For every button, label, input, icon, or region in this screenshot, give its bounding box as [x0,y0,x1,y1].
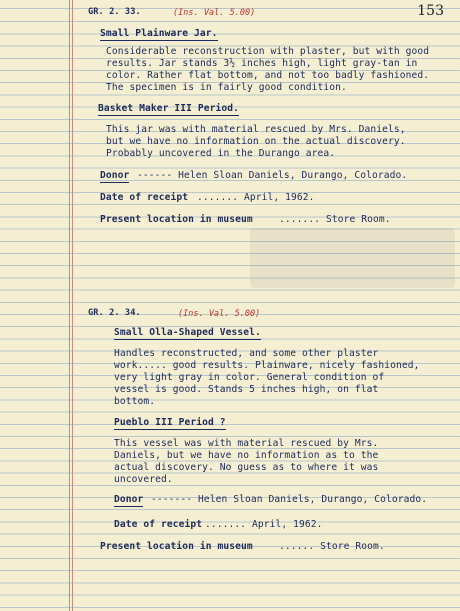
receipt-value: ....... April, 1962. [205,519,323,530]
insurance-value: (Ins. Val. 5.00) [173,7,256,17]
insurance-value: (Ins. Val. 5.00) [178,308,261,318]
location-label: Present location in museum [100,541,253,552]
location-label: Present location in museum [100,214,253,225]
donor-label: Donor [100,170,130,181]
donor-label: Donor [114,494,144,505]
provenance-line: Probably uncovered in the Durango area. [106,148,336,159]
location-value: ...... Store Room. [279,541,385,552]
provenance-line: uncovered. [114,474,173,485]
entry-title: Small Olla-Shaped Vessel. [114,327,261,338]
description-line: Handles reconstructed, and some other plaster [114,348,379,359]
donor-value: ------ Helen Sloan Daniels, Durango, Colorado. [137,170,408,181]
entry-title: Small Plainware Jar. [100,28,218,39]
period-label: Pueblo III Period ? [114,417,226,428]
location-value: ....... Store Room. [279,214,391,225]
provenance-line: actual discovery. No guess as to where it was [114,462,379,473]
receipt-label: Date of receipt [114,519,203,530]
provenance-line: Daniels, but we have no information as to the [114,450,379,461]
description-line: results. Jar stands 3½ inches high, light gray-tan in [106,58,418,69]
description-line: vessel is good. Stands 5 inches high, on flat [114,384,379,395]
bleed-through-smudge [250,228,455,288]
margin-line [72,0,73,611]
page-number: 153 [417,3,444,19]
provenance-line: This jar was with material rescued by Mrs. Daniels, [106,124,406,135]
provenance-line: This vessel was with material rescued by Mrs. [114,438,379,449]
description-line: work..... good results. Plainware, nicely fashioned, [114,360,420,371]
receipt-value: ....... April, 1962. [197,192,315,203]
description-line: bottom. [114,396,156,407]
catalog-number: GR. 2. 33. [88,7,141,17]
period-label: Basket Maker III Period. [98,103,240,114]
margin-line [69,0,70,611]
description-line: color. Rather flat bottom, and not too badly fashioned. [106,70,430,81]
donor-value: ------- Helen Sloan Daniels, Durango, Colorado. [151,494,428,505]
catalog-number: GR. 2. 34. [88,308,141,318]
receipt-label: Date of receipt [100,192,189,203]
description-line: The specimen is in fairly good condition. [106,82,347,93]
description-line: very light gray in color. General condition of [114,372,385,383]
provenance-line: but we have no information on the actual discovery. [106,136,406,147]
description-line: Considerable reconstruction with plaster, but with good [106,46,430,57]
